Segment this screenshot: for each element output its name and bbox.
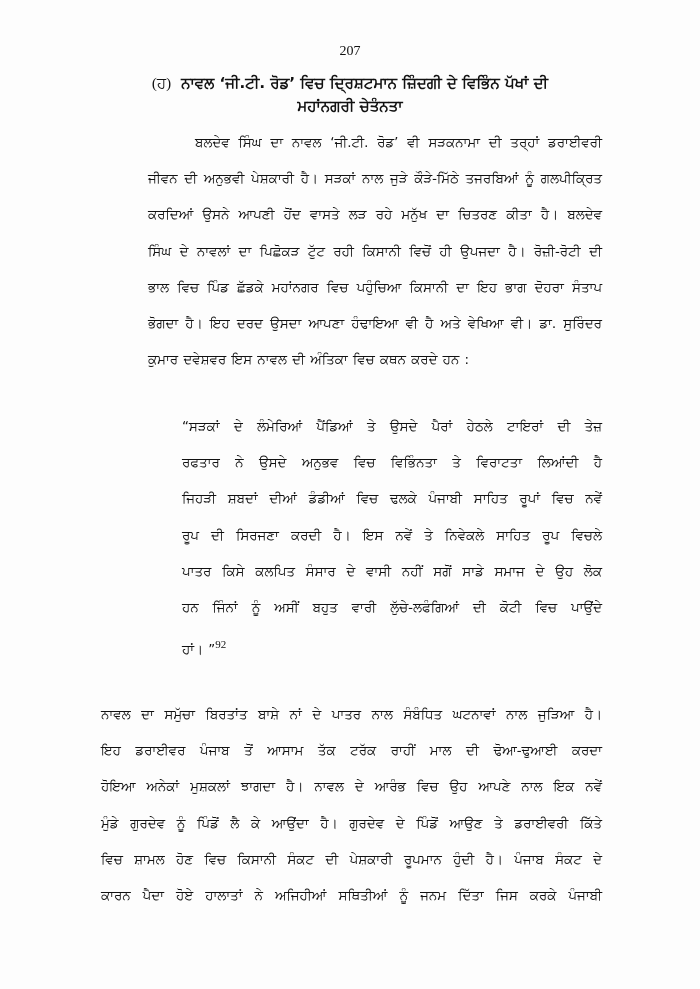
block-quote [182,410,602,669]
quote-last-line [182,627,602,669]
paragraph-1 [101,126,602,379]
paragraph-line: ਕਰਦਿਆਂ ਉਸਨੇ ਆਪਣੀ ਹੋਂਦ ਵਾਸਤੇ ਲੜ ਰਹੇ ਮਨੁੱਖ ਦਾ ਚਿਤਰਣ ਕੀਤਾ ਹੈ। ਬਲਦੇਵ [148,208,602,224]
page-number: 207 [339,44,361,59]
quote-end-text: ਹਾਂ। ” [182,643,216,659]
heading-line-2: ਮਹਾਂਨਗਰੀ ਚੇਤੰਨਤਾ [297,97,403,115]
footnote-reference[interactable]: 92 [215,639,227,652]
section-heading [110,72,590,117]
paragraph-line: ਮੁੰਡੇ ਗੁਰਦੇਵ ਨੂੰ ਪਿੰਡੋਂ ਲੈ ਕੇ ਆਉਂਦਾ ਹੈ। ਗੁਰਦੇਵ ਦੇ ਪਿੰਡੋਂ ਆਉਣ ਤੇ ਡਰਾਈਵਰੀ ਕਿੱਤੇ [101,816,602,832]
paragraph-line: ਜੀਵਨ ਦੀ ਅਨੁਭਵੀ ਪੇਸ਼ਕਾਰੀ ਹੈ। ਸੜਕਾਂ ਨਾਲ ਜੁੜੇ ਕੌੜੇ-ਮਿੱਠੇ ਤਜਰਬਿਆਂ ਨੂੰ ਗਲਪੀਕ੍ਰਿਤ [148,172,602,188]
quote-line: ਰੂਪ ਦੀ ਸਿਰਜਣਾ ਕਰਦੀ ਹੈ। ਇਸ ਨਵੇਂ ਤੇ ਨਿਵੇਕਲੇ ਸਾਹਿਤ ਰੂਪ ਵਿਚਲੇ [182,528,602,544]
section-marker: (ਹ) [151,76,172,92]
heading-text-1: ਨਾਵਲ ‘ਜੀ.ਟੀ. ਰੋਡ’ ਵਿਚ ਦ੍ਰਿਸ਼ਟਮਾਨ ਜ਼ਿੰਦਗੀ ਦੇ ਵਿਭਿੰਨ ਪੱਖਾਂ ਦੀ [181,74,549,92]
paragraph-line: ਵਿਚ ਸ਼ਾਮਲ ਹੋਣ ਵਿਚ ਕਿਸਾਨੀ ਸੰਕਟ ਦੀ ਪੇਸ਼ਕਾਰੀ ਰੂਪਮਾਨ ਹੁੰਦੀ ਹੈ। ਪੰਜਾਬ ਸੰਕਟ ਦੇ [101,852,602,868]
paragraph-line: ਕੁਮਾਰ ਦਵੇਸ਼ਵਰ ਇਸ ਨਾਵਲ ਦੀ ਅੰਤਿਕਾ ਵਿਚ ਕਥਨ ਕਰਦੇ ਹਨ : [148,353,470,369]
paragraph-2 [101,698,602,915]
paragraph-line: ਬਲਦੇਵ ਸਿੰਘ ਦਾ ਨਾਵਲ ‘ਜੀ.ਟੀ. ਰੋਡ’ ਵੀ ਸੜਕਨਾਮਾ ਦੀ ਤਰ੍ਹਾਂ ਡਰਾਈਵਰੀ [195,136,602,151]
paragraph-line: ਭੋਗਦਾ ਹੈ। ਇਹ ਦਰਦ ਉਸਦਾ ਆਪਣਾ ਹੰਢਾਇਆ ਵੀ ਹੈ ਅਤੇ ਵੇਖਿਆ ਵੀ। ਡਾ. ਸੁਰਿੰਦਰ [148,317,602,333]
quote-line: ਹਨ ਜਿੰਨਾਂ ਨੂੰ ਅਸੀਂ ਬਹੁਤ ਵਾਰੀ ਲੁੱਚੇ-ਲਫੰਗਿਆਂ ਦੀ ਕੋਟੀ ਵਿਚ ਪਾਉਂਦੇ [182,601,602,617]
paragraph-line: ਹੋਇਆ ਅਨੇਕਾਂ ਮੁਸ਼ਕਲਾਂ ਝਾਗਦਾ ਹੈ। ਨਾਵਲ ਦੇ ਆਰੰਭ ਵਿਚ ਉਹ ਆਪਣੇ ਨਾਲ ਇਕ ਨਵੇਂ [101,780,602,796]
paragraph-line: ਇਹ ਡਰਾਈਵਰ ਪੰਜਾਬ ਤੋਂ ਆਸਾਮ ਤੱਕ ਟਰੱਕ ਰਾਹੀਂ ਮਾਲ ਦੀ ਢੋਆ-ਢੁਆਈ ਕਰਦਾ [101,744,602,760]
paragraph-line: ਸਿੰਘ ਦੇ ਨਾਵਲਾਂ ਦਾ ਪਿਛੋਕੜ ਟੁੱਟ ਰਹੀ ਕਿਸਾਨੀ ਵਿਚੋਂ ਹੀ ਉਪਜਦਾ ਹੈ। ਰੋਜ਼ੀ-ਰੋਟੀ ਦੀ [148,244,602,260]
paragraph-line: ਨਾਵਲ ਦਾ ਸਮੁੱਚਾ ਬਿਰਤਾਂਤ ਬਾਸ਼ੇ ਨਾਂ ਦੇ ਪਾਤਰ ਨਾਲ ਸੰਬੰਧਿਤ ਘਟਨਾਵਾਂ ਨਾਲ ਜੁੜਿਆ ਹੈ। [101,708,602,723]
quote-line: ਜਿਹੜੀ ਸ਼ਬਦਾਂ ਦੀਆਂ ਡੰਡੀਆਂ ਵਿਚ ਢਲਕੇ ਪੰਜਾਬੀ ਸਾਹਿਤ ਰੂਪਾਂ ਵਿਚ ਨਵੇਂ [182,492,602,508]
quote-line: “ਸੜਕਾਂ ਦੇ ਲੰਮੇਰਿਆਂ ਪੈਂਡਿਆਂ ਤੇ ਉਸਦੇ ਪੈਰਾਂ ਹੇਠਲੇ ਟਾਇਰਾਂ ਦੀ ਤੇਜ਼ [182,420,602,435]
quote-line: ਪਾਤਰ ਕਿਸੇ ਕਲਪਿਤ ਸੰਸਾਰ ਦੇ ਵਾਸੀ ਨਹੀਂ ਸਗੋਂ ਸਾਡੇ ਸਮਾਜ ਦੇ ਉਹ ਲੋਕ [182,564,602,580]
quote-line: ਰਫਤਾਰ ਨੇ ਉਸਦੇ ਅਨੁਭਵ ਵਿਚ ਵਿਭਿੰਨਤਾ ਤੇ ਵਿਰਾਟਤਾ ਲਿਆਂਦੀ ਹੈ [182,456,602,472]
paragraph-line: ਭਾਲ ਵਿਚ ਪਿੰਡ ਛੱਡਕੇ ਮਹਾਂਨਗਰ ਵਿਚ ਪਹੁੰਚਿਆ ਕਿਸਾਨੀ ਦਾ ਇਹ ਭਾਗ ਦੋਹਰਾ ਸੰਤਾਪ [148,280,602,296]
paragraph-line: ਕਾਰਨ ਪੈਦਾ ਹੋਏ ਹਾਲਾਤਾਂ ਨੇ ਅਜਿਹੀਆਂ ਸਥਿਤੀਆਂ ਨੂੰ ਜਨਮ ਦਿੱਤਾ ਜਿਸ ਕਰਕੇ ਪੰਜਾਬੀ [101,889,602,905]
heading-line-1 [110,72,590,95]
